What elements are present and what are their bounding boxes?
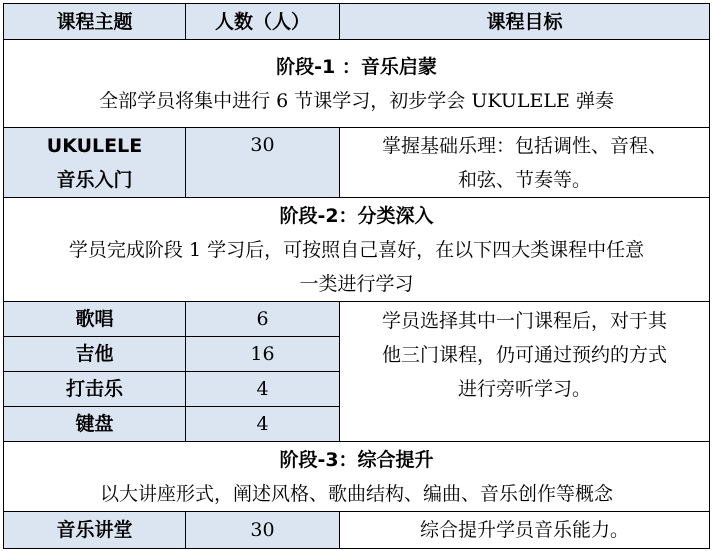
stage1-goal-line2: 和弦、节奏等。 (457, 168, 591, 191)
header-count: 人数（人） (186, 4, 340, 40)
curriculum-table (3, 3, 710, 549)
stage1-desc: 全部学员将集中进行 6 节课学习，初步学会 UKULELE 弹奏 (99, 89, 614, 112)
course-name: 打击乐 (4, 372, 186, 407)
header-goal: 课程目标 (340, 4, 710, 40)
stage1-course (4, 128, 186, 198)
stage2-desc-line2: 一类进行学习 (299, 272, 414, 295)
stage3-course-row (4, 512, 710, 549)
stage1-cell (4, 40, 710, 128)
header-row (4, 4, 710, 40)
stage2-title: 阶段-2：分类深入 (279, 204, 434, 227)
stage1-course-row (4, 128, 710, 198)
stage3-count: 30 (186, 512, 340, 549)
stage1-goal (340, 128, 710, 198)
stage1-goal-line1: 掌握基础乐理：包括调性、音程、 (381, 134, 667, 157)
stage1-course-line2: 音乐入门 (56, 168, 133, 191)
stage1-course-line1: UKULELE (46, 134, 143, 157)
course-count: 6 (186, 302, 340, 337)
stage1-row (4, 40, 710, 128)
course-name: 歌唱 (4, 302, 186, 337)
stage2-goal-line3: 进行旁听学习。 (457, 378, 591, 400)
stage3-course: 音乐讲堂 (4, 512, 186, 549)
stage2-course-row (4, 302, 710, 337)
stage1-count: 30 (186, 128, 340, 198)
stage3-desc: 以大讲座形式，阐述风格、歌曲结构、编曲、音乐创作等概念 (99, 482, 613, 505)
stage2-goal-line2: 他三门课程，仍可通过预约的方式 (381, 344, 667, 366)
stage1-title: 阶段-1 ：音乐启蒙 (276, 55, 437, 78)
course-count: 4 (186, 372, 340, 407)
course-count: 4 (186, 407, 340, 442)
stage3-cell (4, 442, 710, 512)
course-name: 键盘 (4, 407, 186, 442)
course-count: 16 (186, 337, 340, 372)
stage2-row (4, 198, 710, 302)
stage2-cell (4, 198, 710, 302)
stage2-goal (340, 302, 710, 442)
header-topic: 课程主题 (4, 4, 186, 40)
stage3-goal: 综合提升学员音乐能力。 (340, 512, 710, 549)
stage2-goal-line1: 学员选择其中一门课程后，对于其 (381, 310, 667, 332)
stage2-desc-line1: 学员完成阶段 1 学习后，可按照自己喜好，在以下四大类课程中任意 (68, 238, 645, 261)
stage3-row (4, 442, 710, 512)
course-name: 吉他 (4, 337, 186, 372)
stage3-title: 阶段-3：综合提升 (279, 448, 434, 471)
